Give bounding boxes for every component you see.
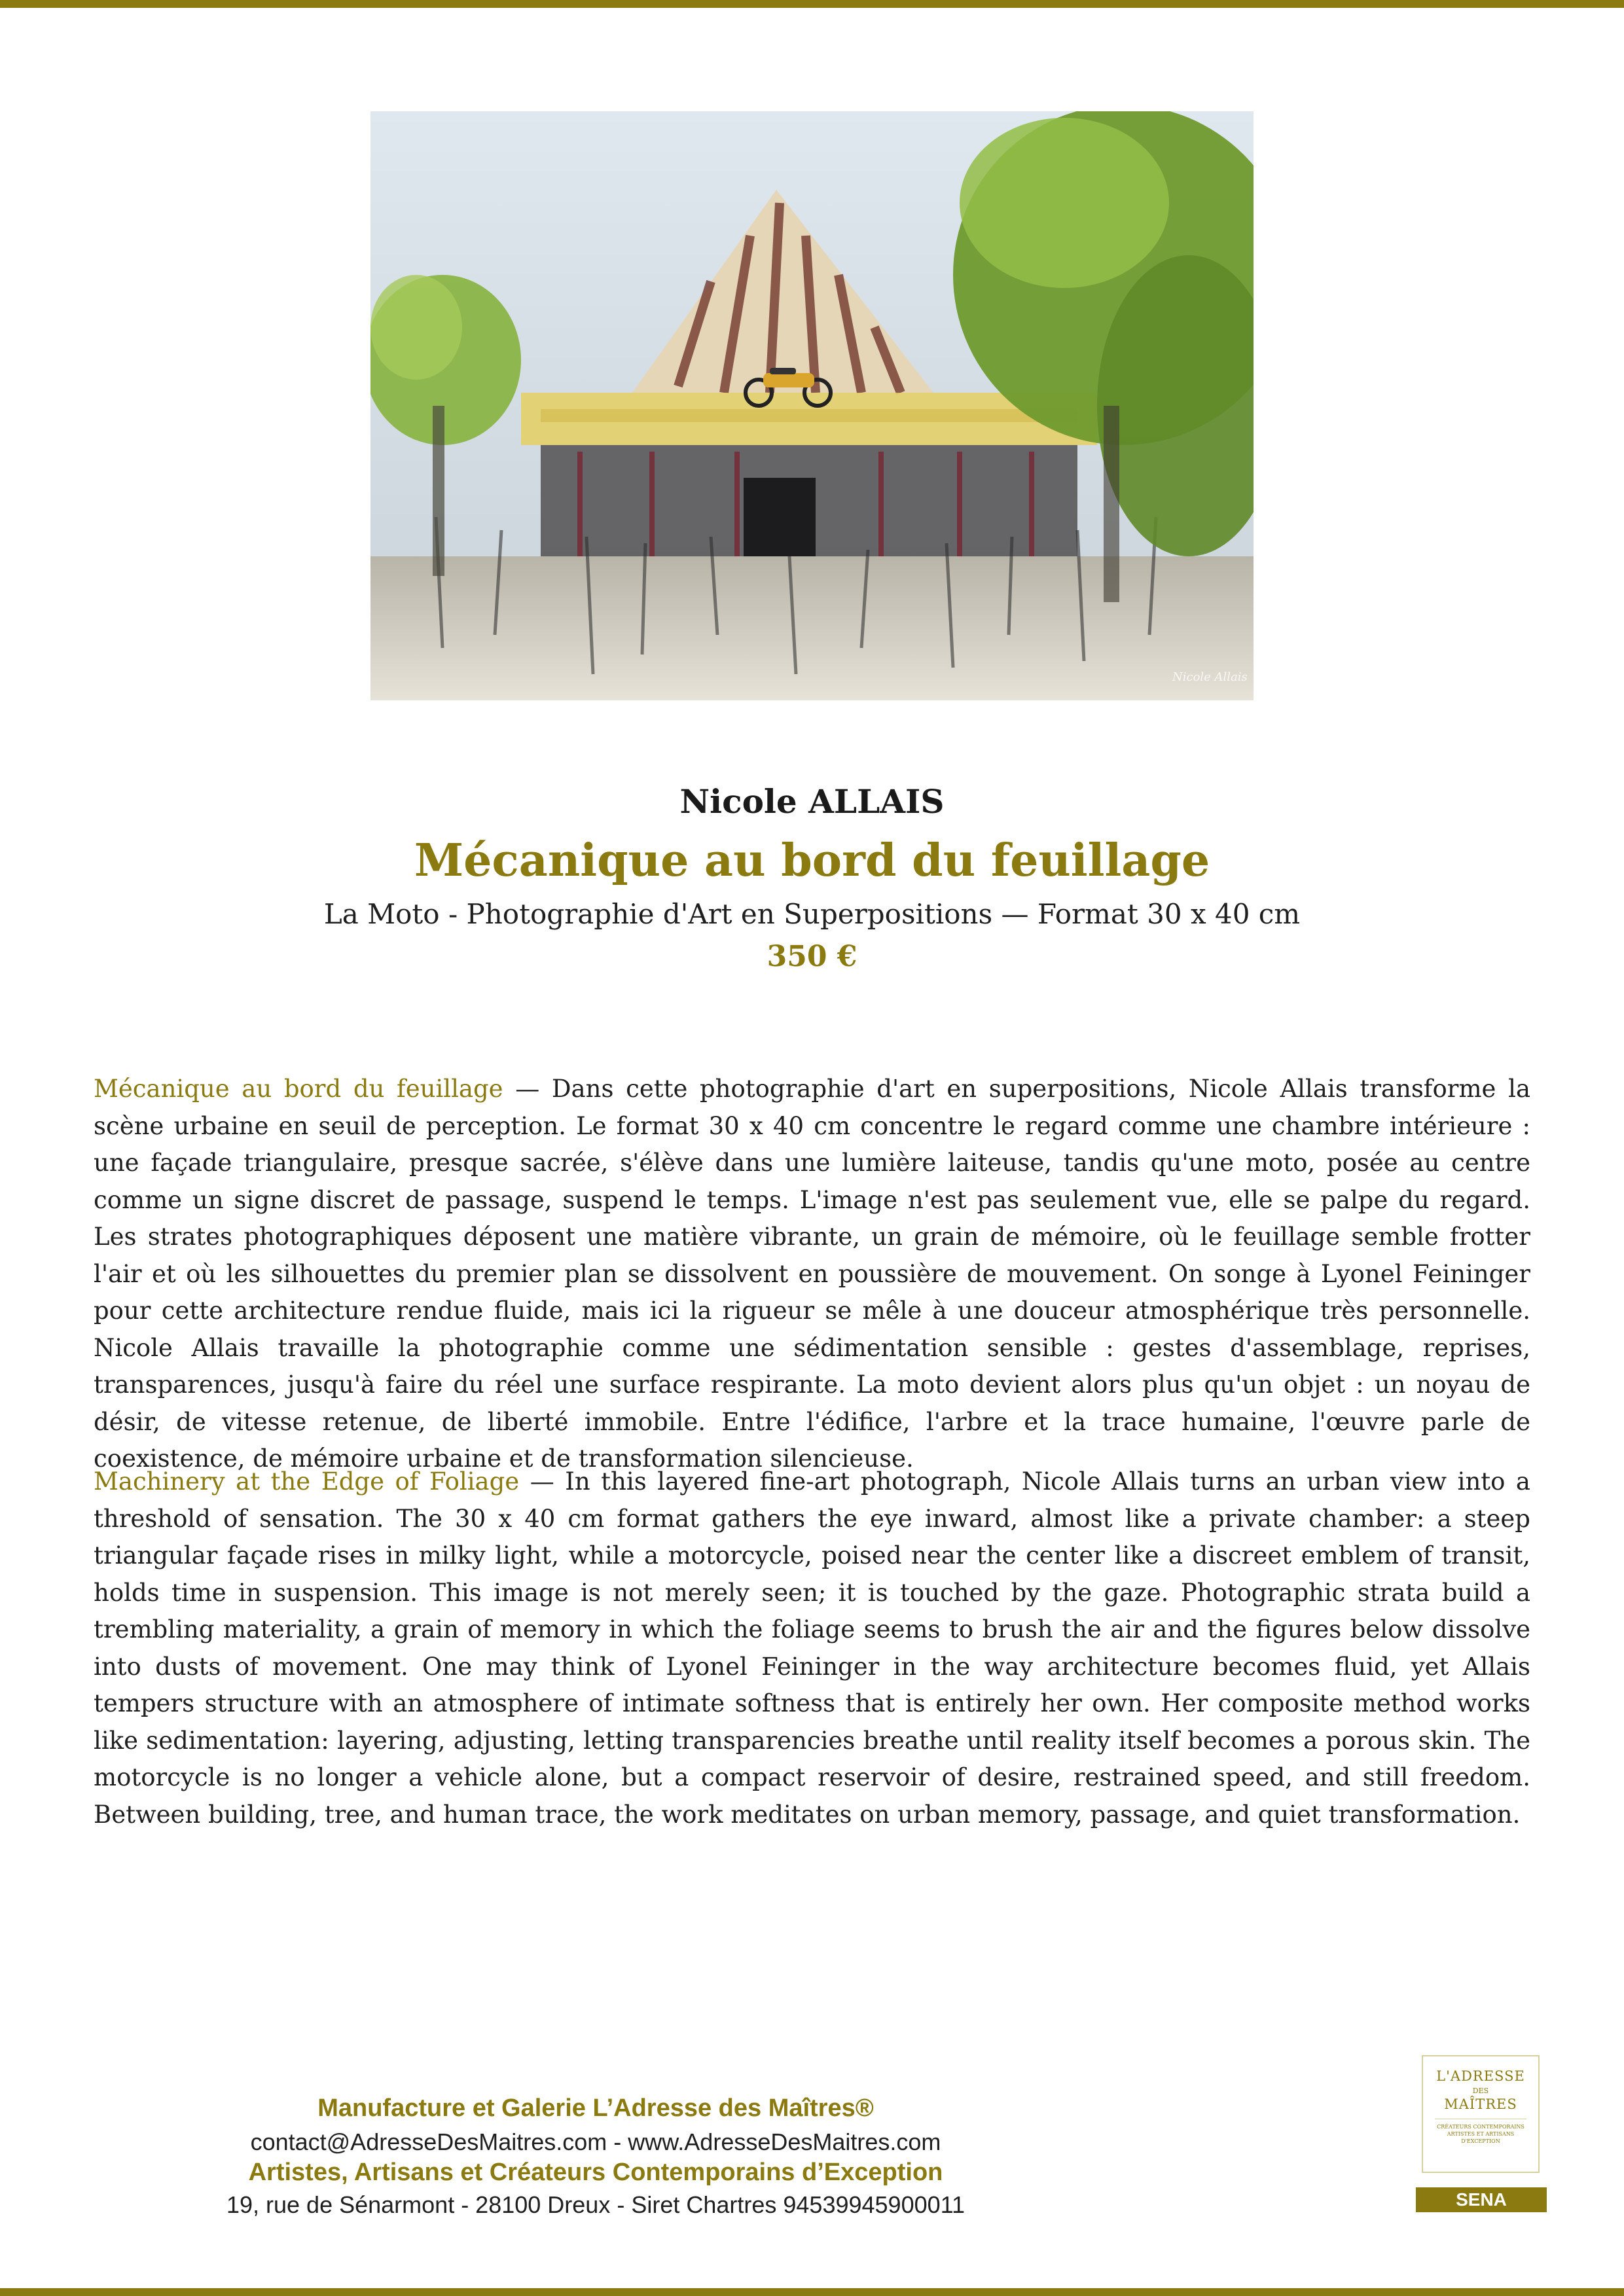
footer-gallery-name: Manufacture et Galerie L’Adresse des Maîtres®	[317, 2094, 874, 2122]
gallery-logo	[1422, 2055, 1540, 2173]
logo-tagline: CRÉATEURS CONTEMPORAINS ARTISTES ET ARTISANS D'EXCEPTION	[1437, 2124, 1525, 2144]
footer-contact: contact@AdresseDesMaitres.com - www.AdresseDesMaitres.com	[250, 2128, 941, 2155]
bottom-rule	[0, 2288, 1624, 2296]
logo-line-3: MAÎTRES	[1444, 2096, 1517, 2112]
logo-line-1: L'ADRESSE	[1436, 2068, 1525, 2084]
description-fr-lead: Mécanique au bord du feuillage	[94, 1075, 503, 1103]
artist-name: Nicole ALLAIS	[679, 782, 945, 821]
description-en	[94, 1463, 1530, 1833]
artwork-subtitle: La Moto - Photographie d'Art en Superpositions — Format 30 x 40 cm	[323, 898, 1301, 930]
description-en-body: — In this layered fine-art photograph, Nicole Allais turns an urban view into a threshold of sensation. The 30 x 40 cm format gathers the eye inward, almost like a private chamber: a steep triangular façade rises in milky light, while a motorcycle, poised near the center like a discreet emblem of transit, holds time in suspension. This image is not merely seen; it is touched by the gaze. Photographic strata build a trembling materiality, a grain of memory in which the foliage seems to brush the air and the figures below dissolve into dusts of movement. One may think of Lyonel Feininger in the way architecture becomes fluid, yet Allais tempers structure with an atmosphere of intimate softness that is entirely her own. Her composite method works like sedimentation: layering, adjusting, letting transparencies breathe until reality itself becomes a porous skin. The motorcycle is no longer a vehicle alone, but a compact reservoir of desire, restrained speed, and still freedom. Between building, tree, and human trace, the work meditates on urban memory, passage, and quiet transformation.	[94, 1467, 1530, 1829]
artwork-photo	[370, 111, 1254, 700]
sena-badge: SENA	[1416, 2187, 1547, 2212]
footer-address: 19, rue de Sénarmont - 28100 Dreux - Siret Chartres 94539945900011	[226, 2191, 965, 2218]
description-en-lead: Machinery at the Edge of Foliage	[94, 1467, 520, 1496]
logo-line-2: DES	[1472, 2087, 1489, 2095]
footer-tagline: Artistes, Artisans et Créateurs Contemporains d’Exception	[248, 2159, 943, 2186]
artwork-title: Mécanique au bord du feuillage	[414, 834, 1210, 887]
description-fr-body: — Dans cette photographie d'art en superpositions, Nicole Allais transforme la scène urbaine en seuil de perception. Le format 30 x 40 cm concentre le regard comme une chambre intérieure : une façade triangulaire, presque sacrée, s'élève dans une lumière laiteuse, tandis qu'une moto, posée au centre comme un signe discret de passage, suspend le temps. L'image n'est pas seulement vue, elle se palpe du regard. Les strates photographiques déposent une matière vibrante, un grain de mémoire, où le feuillage semble frotter l'air et où les silhouettes du premier plan se dissolvent en poussière de mouvement. On songe à Lyonel Feininger pour cette architecture rendue fluide, mais ici la rigueur se mêle à une douceur atmosphérique très personnelle. Nicole Allais travaille la photographie comme une sédimentation sensible : gestes d'assemblage, reprises, transparences, jusqu'à faire du réel une surface respirante. La moto devient alors plus qu'un objet : un noyau de désir, de vitesse retenue, de liberté immobile. Entre l'édifice, l'arbre et la trace humaine, l'œuvre parle de coexistence, de mémoire urbaine et de transformation silencieuse.	[94, 1075, 1531, 1473]
artwork-signature: Nicole Allais	[1172, 670, 1248, 684]
top-rule	[0, 0, 1624, 8]
artwork-price: 350 €	[767, 940, 857, 973]
description-fr	[94, 1071, 1530, 1478]
artwork-image-icon	[370, 111, 1254, 700]
